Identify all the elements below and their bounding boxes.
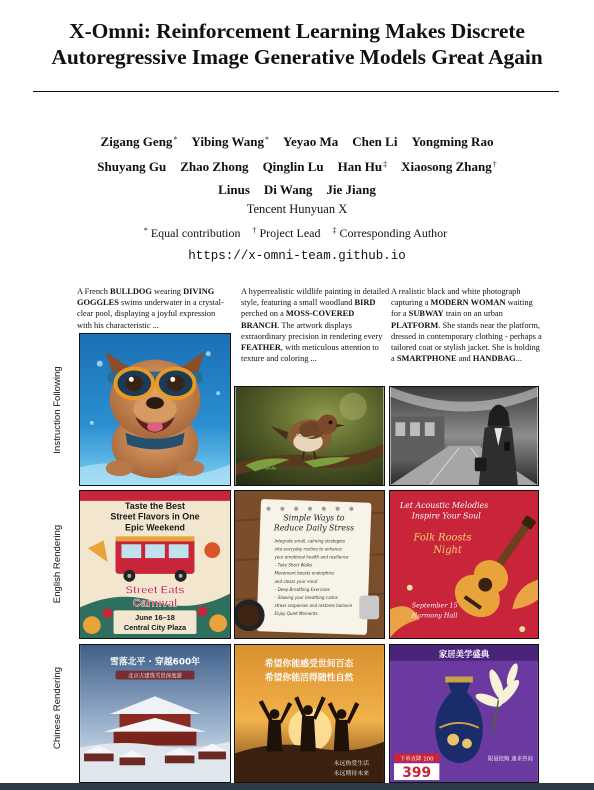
paper-title xyxy=(0,18,594,70)
folk-line-1: Let Acoustic Melodies xyxy=(399,500,489,510)
caption-text: and xyxy=(456,354,473,364)
sunset-line-1: 希望你能感受世间百态 xyxy=(264,659,354,670)
project-url[interactable]: https://x-omni-team.github.io xyxy=(188,249,406,263)
image-poster-folk-night xyxy=(389,490,539,639)
vase-title: 家居美学盛典 xyxy=(438,648,490,659)
caption-keyword: SMARTPHONE xyxy=(396,354,457,364)
image-bird xyxy=(234,386,385,486)
author-list xyxy=(40,128,554,201)
caption-keyword: MOSS-COVERED BRANCH xyxy=(241,309,355,330)
author-mark: * xyxy=(173,135,178,144)
notebook-line: your emotional health and resilience xyxy=(274,554,349,560)
notebook-line: Integrate small, calming strategies xyxy=(274,538,345,544)
vase-price: 399 xyxy=(402,765,432,782)
caption-text: , with meticulous attention to texture and coloring ... xyxy=(241,343,379,364)
caption-keyword: FEATHER xyxy=(241,343,281,353)
author-name: Zhao Zhong xyxy=(180,159,249,174)
author-mark: ‡ xyxy=(383,160,388,169)
author-name: Di Wang xyxy=(263,182,313,197)
caption-keyword: HANDBAG xyxy=(472,354,516,364)
author-name: Yeyao Ma xyxy=(283,134,339,149)
note-lead: † Project Lead xyxy=(252,226,321,240)
note-corresponding: ‡ Corresponding Author xyxy=(332,226,448,240)
folk-date: September 15 xyxy=(411,601,458,610)
author-name: Zigang Geng* xyxy=(100,134,178,149)
row-label-chinese: Chinese Rendering xyxy=(52,666,63,750)
poster-line-1: Taste the Best xyxy=(125,500,185,511)
sunset-tag-2: 永远期待未来 xyxy=(333,771,370,778)
caption-text: . She stands near the platform, dressed in contemporary clothing - perhaps a tailored coat or stylish jacket. She is holding a xyxy=(391,320,542,364)
image-subway-woman xyxy=(389,386,539,486)
snow-title: 雪落北平 · 穿越600年 xyxy=(109,657,201,668)
author-mark: * xyxy=(265,135,270,144)
author-notes xyxy=(0,226,594,241)
caption-text: waiting for a xyxy=(391,298,533,319)
author-name: Qinglin Lu xyxy=(262,159,324,174)
author-mark: † xyxy=(492,160,497,169)
author-name: Yibing Wang* xyxy=(191,134,270,149)
affiliation: Tencent Hunyuan X xyxy=(246,202,348,216)
image-sunset-people xyxy=(234,644,385,783)
caption-text: ... xyxy=(515,354,522,364)
caption-keyword: BULLDOG xyxy=(110,287,152,296)
author-line-1 xyxy=(40,128,554,153)
notebook-line: Enjoy Quiet Moments xyxy=(274,611,318,617)
poster-line-2: Street Flavors in One xyxy=(110,511,200,522)
folk-title-1: Folk Roosts xyxy=(413,532,472,544)
note-equal: * Equal contribution xyxy=(143,226,241,240)
notebook-line: Movement boosts endorphins xyxy=(274,570,335,576)
title-line-2: Autoregressive Image Generative Models Great Again xyxy=(51,45,543,69)
notebook-line: – Deep Breathing Exercises xyxy=(274,586,330,592)
poster-place: Central City Plaza xyxy=(123,623,187,633)
caption-text: A French xyxy=(77,287,111,296)
author-name: Han Hu‡ xyxy=(337,159,388,174)
caption-keyword: SUBWAY xyxy=(408,309,444,319)
poster-title-1: Street Eats xyxy=(125,584,185,597)
author-line-3 xyxy=(40,178,554,201)
folk-title-2: Night xyxy=(433,545,462,557)
author-name: Xiaosong Zhang† xyxy=(401,159,497,174)
author-name: Yongming Rao xyxy=(411,134,494,149)
snow-subtitle: 北京古建筑雪景深度游 xyxy=(127,673,183,680)
prompt-caption-subway xyxy=(391,286,543,364)
sunset-line-2: 希望你能活得随性自然 xyxy=(264,673,354,684)
folk-line-2: Inspire Your Soul xyxy=(411,511,481,521)
notebook-line: into everyday routine to enhance xyxy=(274,546,342,552)
title-rule xyxy=(33,91,559,92)
author-line-2 xyxy=(40,153,554,178)
folk-place: Harmony Hall xyxy=(411,611,458,620)
vase-badge: 下单直降 100 xyxy=(399,756,434,763)
author-name: Shuyang Gu xyxy=(97,159,167,174)
row-label-english: English Rendering xyxy=(52,524,63,604)
caption-keyword: BIRD xyxy=(354,298,376,308)
caption-text: . The artwork displays extraordinary precision in rendering every xyxy=(241,320,383,341)
image-vase-ad xyxy=(389,644,539,783)
author-name: Linus xyxy=(218,182,250,197)
image-snow-palace xyxy=(79,644,231,783)
prompt-caption-bird xyxy=(241,286,391,364)
image-bulldog xyxy=(79,333,231,486)
caption-text: A hyperrealistic wildlife painting in detailed style, featuring a small woodland xyxy=(241,287,390,308)
row-label-instruction: Instruction Following xyxy=(52,366,63,454)
caption-text: train on an urban xyxy=(443,309,503,319)
poster-line-3: Epic Weekend xyxy=(125,522,185,533)
image-notebook xyxy=(234,490,385,639)
author-name: Chen Li xyxy=(352,134,398,149)
caption-keyword: DIVING GOGGLES xyxy=(77,287,215,308)
caption-keyword: PLATFORM xyxy=(391,320,439,330)
caption-text: wearing xyxy=(151,287,184,296)
poster-date: June 16–18 xyxy=(135,613,175,623)
notebook-line: – Slowing your breathing calms xyxy=(274,594,338,600)
author-name: Jie Jiang xyxy=(326,182,376,197)
caption-text: A realistic black and white photograph capturing a xyxy=(391,287,521,308)
notebook-line: and clears your mind xyxy=(274,578,318,584)
image-poster-street-eats xyxy=(79,490,231,639)
notebook-line: – Take Short Walks xyxy=(274,562,313,568)
bottom-bar xyxy=(0,783,594,790)
caption-text: swims underwater in a crystal-clear pool, displaying a joyful expression with his characteristic ... xyxy=(77,298,224,330)
caption-keyword: MODERN WOMAN xyxy=(430,298,506,308)
caption-text: perched on a xyxy=(241,309,286,319)
sunset-tag-1: 永远热爱生活 xyxy=(333,761,370,768)
poster-title-2: Carnival xyxy=(132,597,178,610)
title-line-1: X-Omni: Reinforcement Learning Makes Discrete xyxy=(69,19,525,43)
notebook-line: stress responses and restores balance xyxy=(274,603,353,609)
vase-side: 限量抢购 速来咨询 xyxy=(487,756,533,763)
prompt-caption-bulldog xyxy=(77,286,227,331)
notebook-title-2: Reduce Daily Stress xyxy=(273,523,355,533)
notebook-title-1: Simple Ways to xyxy=(283,513,345,523)
